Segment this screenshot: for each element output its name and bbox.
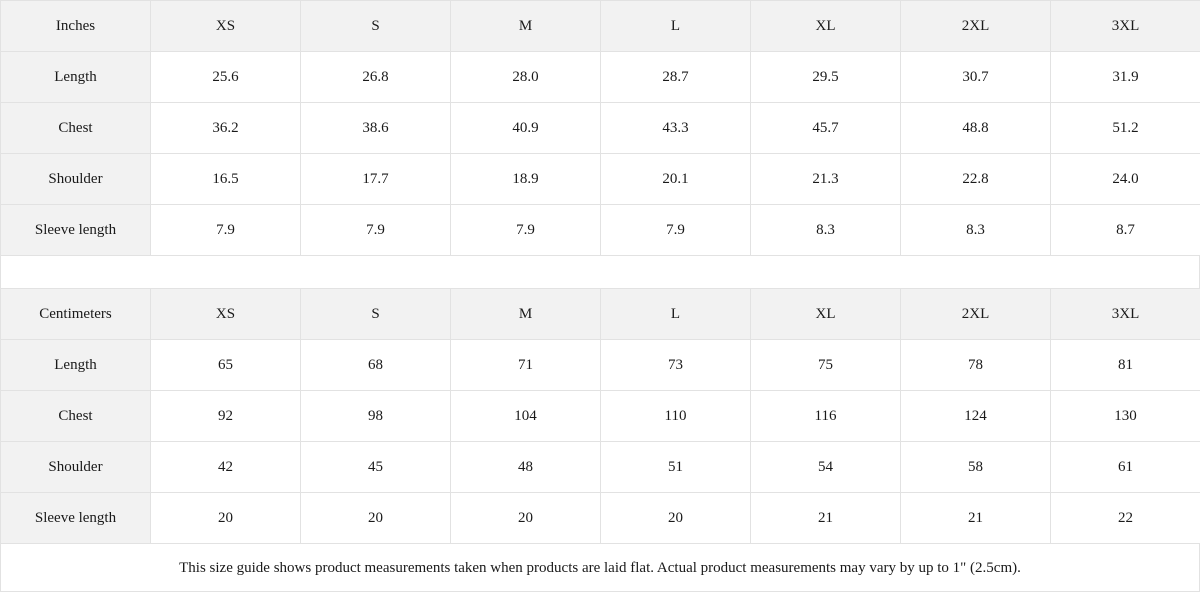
table-row [1, 154, 1200, 205]
cell-shoulder-xl: 21.3 [751, 154, 901, 205]
size-header-xl: XL [751, 289, 901, 340]
unit-label-centimeters: Centimeters [1, 289, 151, 340]
cell-chest-l: 110 [601, 391, 751, 442]
table-separator [0, 256, 1200, 288]
cell-chest-3xl: 51.2 [1051, 103, 1200, 154]
cell-length-m: 28.0 [451, 52, 601, 103]
measure-label-shoulder: Shoulder [1, 154, 151, 205]
cell-chest-s: 98 [301, 391, 451, 442]
cell-sleeve-xl: 21 [751, 493, 901, 544]
size-table-centimeters [0, 288, 1200, 544]
table-row [1, 103, 1200, 154]
size-table-inches [0, 0, 1200, 256]
table-row [1, 493, 1200, 544]
measure-label-shoulder: Shoulder [1, 442, 151, 493]
size-header-s: S [301, 289, 451, 340]
table-row [1, 442, 1200, 493]
size-header-xl: XL [751, 1, 901, 52]
size-header-xs: XS [151, 1, 301, 52]
cell-sleeve-l: 20 [601, 493, 751, 544]
size-header-xs: XS [151, 289, 301, 340]
table-row [1, 391, 1200, 442]
size-header-2xl: 2XL [901, 289, 1051, 340]
size-header-2xl: 2XL [901, 1, 1051, 52]
cell-chest-s: 38.6 [301, 103, 451, 154]
measure-label-length: Length [1, 52, 151, 103]
cell-shoulder-l: 51 [601, 442, 751, 493]
cell-sleeve-s: 7.9 [301, 205, 451, 256]
cell-sleeve-3xl: 22 [1051, 493, 1200, 544]
size-guide-footnote: This size guide shows product measurements taken when products are laid flat. Actual product measurements may vary by up to 1" (2.5cm). [0, 544, 1200, 592]
cell-shoulder-s: 17.7 [301, 154, 451, 205]
measure-label-chest: Chest [1, 103, 151, 154]
cell-sleeve-xs: 7.9 [151, 205, 301, 256]
measure-label-sleeve-length: Sleeve length [1, 205, 151, 256]
cell-chest-3xl: 130 [1051, 391, 1200, 442]
cell-length-xs: 25.6 [151, 52, 301, 103]
cell-chest-xs: 92 [151, 391, 301, 442]
table-row [1, 340, 1200, 391]
cell-sleeve-s: 20 [301, 493, 451, 544]
cell-chest-m: 40.9 [451, 103, 601, 154]
cell-chest-m: 104 [451, 391, 601, 442]
cell-shoulder-3xl: 61 [1051, 442, 1200, 493]
cell-length-s: 26.8 [301, 52, 451, 103]
cell-length-2xl: 78 [901, 340, 1051, 391]
size-header-3xl: 3XL [1051, 1, 1200, 52]
cell-shoulder-3xl: 24.0 [1051, 154, 1200, 205]
cell-length-xs: 65 [151, 340, 301, 391]
measure-label-sleeve-length: Sleeve length [1, 493, 151, 544]
cell-chest-l: 43.3 [601, 103, 751, 154]
cell-sleeve-m: 20 [451, 493, 601, 544]
cell-sleeve-xl: 8.3 [751, 205, 901, 256]
cell-chest-xl: 116 [751, 391, 901, 442]
cell-length-l: 28.7 [601, 52, 751, 103]
cell-chest-xs: 36.2 [151, 103, 301, 154]
cell-shoulder-s: 45 [301, 442, 451, 493]
cell-sleeve-l: 7.9 [601, 205, 751, 256]
cell-shoulder-2xl: 22.8 [901, 154, 1051, 205]
cell-length-xl: 29.5 [751, 52, 901, 103]
unit-label-inches: Inches [1, 1, 151, 52]
size-header-l: L [601, 1, 751, 52]
cell-length-s: 68 [301, 340, 451, 391]
cell-shoulder-xl: 54 [751, 442, 901, 493]
cell-shoulder-l: 20.1 [601, 154, 751, 205]
cell-sleeve-2xl: 8.3 [901, 205, 1051, 256]
cell-chest-xl: 45.7 [751, 103, 901, 154]
size-header-m: M [451, 1, 601, 52]
cell-sleeve-m: 7.9 [451, 205, 601, 256]
cell-length-2xl: 30.7 [901, 52, 1051, 103]
cell-shoulder-xs: 16.5 [151, 154, 301, 205]
cell-shoulder-m: 48 [451, 442, 601, 493]
table-header-row [1, 289, 1200, 340]
cell-length-3xl: 81 [1051, 340, 1200, 391]
cell-chest-2xl: 124 [901, 391, 1051, 442]
table-row [1, 52, 1200, 103]
table-row [1, 205, 1200, 256]
size-header-3xl: 3XL [1051, 289, 1200, 340]
size-header-s: S [301, 1, 451, 52]
cell-shoulder-xs: 42 [151, 442, 301, 493]
cell-shoulder-2xl: 58 [901, 442, 1051, 493]
measure-label-length: Length [1, 340, 151, 391]
size-header-l: L [601, 289, 751, 340]
cell-chest-2xl: 48.8 [901, 103, 1051, 154]
cell-shoulder-m: 18.9 [451, 154, 601, 205]
cell-length-3xl: 31.9 [1051, 52, 1200, 103]
cell-sleeve-2xl: 21 [901, 493, 1051, 544]
cell-sleeve-xs: 20 [151, 493, 301, 544]
cell-length-xl: 75 [751, 340, 901, 391]
cell-sleeve-3xl: 8.7 [1051, 205, 1200, 256]
cell-length-l: 73 [601, 340, 751, 391]
cell-length-m: 71 [451, 340, 601, 391]
table-header-row [1, 1, 1200, 52]
measure-label-chest: Chest [1, 391, 151, 442]
size-header-m: M [451, 289, 601, 340]
